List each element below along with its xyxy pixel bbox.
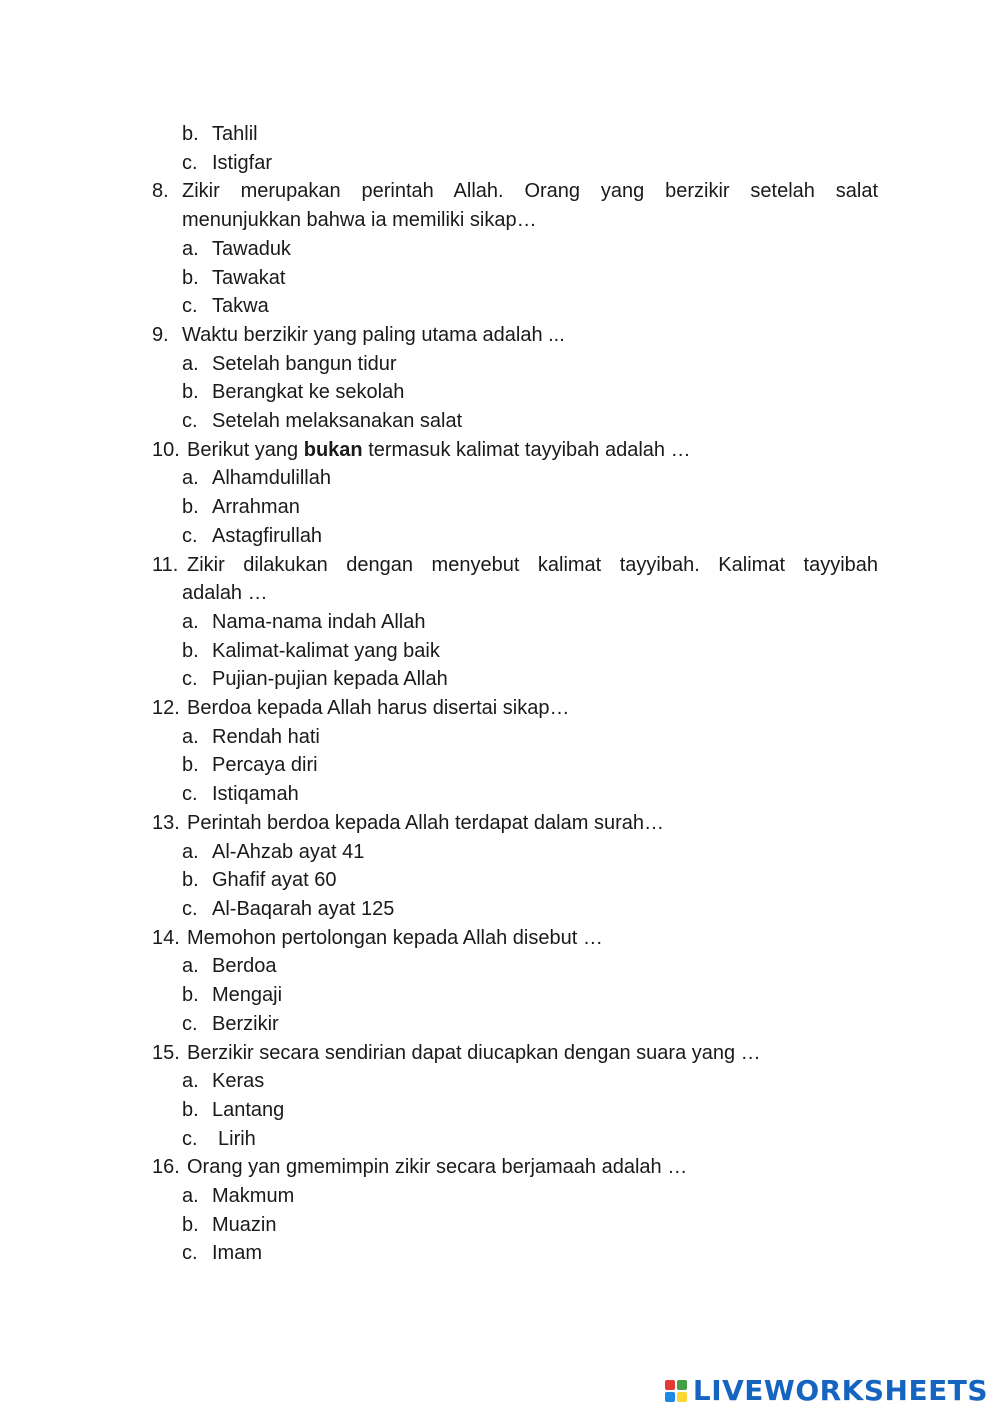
option-letter: c. <box>182 524 198 547</box>
option-letter: b. <box>182 754 199 777</box>
question-number: 16. <box>152 1156 180 1179</box>
option-letter: b. <box>182 266 199 289</box>
option-letter: b. <box>182 639 199 662</box>
question-text: Perintah berdoa kepada Allah terdapat dalam surah… <box>187 811 664 834</box>
option-text: Setelah bangun tidur <box>212 352 397 375</box>
option-text: Astagfirullah <box>212 524 323 547</box>
question-text: Zikir merupakan perintah Allah. Orang yang berzikir setelah salat <box>182 180 878 203</box>
question-13 <box>152 809 878 838</box>
question-text-after: termasuk kalimat tayyibah adalah … <box>362 438 691 461</box>
option-9a[interactable] <box>152 350 878 379</box>
option-letter: a. <box>182 352 199 375</box>
logo-square-green <box>677 1380 687 1390</box>
option-text: Arrahman <box>212 496 300 519</box>
option-text: Al-Baqarah ayat 125 <box>212 897 395 920</box>
option-text: Tawakat <box>212 266 286 289</box>
option-8c[interactable] <box>152 292 878 321</box>
question-text: Orang yan gmemimpin zikir secara berjamaah adalah … <box>187 1156 688 1179</box>
option-text: Lantang <box>212 1098 285 1121</box>
option-letter: b. <box>182 123 199 145</box>
option-text: Mengaji <box>212 984 283 1007</box>
liveworksheets-logo <box>665 1374 988 1407</box>
option-10c[interactable] <box>152 522 878 551</box>
question-text-before: Berikut yang <box>187 438 304 461</box>
worksheet-page <box>152 120 878 1268</box>
question-text: Memohon pertolongan kepada Allah disebut … <box>187 926 603 949</box>
question-number: 12. <box>152 697 180 720</box>
option-letter: c. <box>182 295 198 318</box>
option-text: Nama-nama indah Allah <box>212 610 426 633</box>
option-14b[interactable] <box>152 981 878 1010</box>
question-text: Berzikir secara sendirian dapat diucapkan dengan suara yang … <box>187 1041 761 1064</box>
option-text: Istiqamah <box>212 783 299 806</box>
question-number: 14. <box>152 926 180 949</box>
option-9b[interactable] <box>152 378 878 407</box>
option-letter: c. <box>182 1242 198 1265</box>
option-16c[interactable] <box>152 1239 878 1268</box>
option-text: Kalimat-kalimat yang baik <box>212 639 440 662</box>
option-text: Tawaduk <box>212 237 291 260</box>
logo-square-blue <box>665 1392 675 1402</box>
question-number: 8. <box>152 180 169 203</box>
question-text <box>187 436 878 465</box>
question-11 <box>152 551 878 580</box>
option-7b[interactable] <box>152 120 878 149</box>
question-8 <box>152 177 878 206</box>
option-10b[interactable] <box>152 493 878 522</box>
option-text: Berangkat ke sekolah <box>212 381 405 404</box>
option-letter: b. <box>182 496 199 519</box>
option-text: Alhamdulillah <box>212 467 331 490</box>
option-letter: a. <box>182 467 199 490</box>
option-text: Berzikir <box>212 1012 279 1035</box>
question-16 <box>152 1153 878 1182</box>
option-text: Muazin <box>212 1213 277 1236</box>
option-text: Istigfar <box>212 151 273 174</box>
option-letter: b. <box>182 1098 199 1121</box>
option-14a[interactable] <box>152 952 878 981</box>
logo-square-yellow <box>677 1392 687 1402</box>
option-15c[interactable] <box>152 1125 878 1154</box>
option-8b[interactable] <box>152 264 878 293</box>
option-letter: a. <box>182 725 199 748</box>
option-text: Rendah hati <box>212 725 320 748</box>
option-text: Ghafif ayat 60 <box>212 869 337 892</box>
option-16b[interactable] <box>152 1211 878 1240</box>
question-text: Zikir dilakukan dengan menyebut kalimat tayyibah. Kalimat tayyibah <box>187 553 878 576</box>
question-10 <box>152 436 878 465</box>
option-12c[interactable] <box>152 780 878 809</box>
question-11-continuation: adalah … <box>182 582 268 605</box>
option-11b[interactable] <box>152 637 878 666</box>
option-text: Al-Ahzab ayat 41 <box>212 840 365 863</box>
option-letter: b. <box>182 984 199 1007</box>
question-15 <box>152 1039 878 1068</box>
question-8-continuation: menunjukkan bahwa ia memiliki sikap… <box>182 209 537 232</box>
option-letter: a. <box>182 610 199 633</box>
option-text: Keras <box>212 1070 265 1093</box>
logo-square-red <box>665 1380 675 1390</box>
option-text: Pujian-pujian kepada Allah <box>212 668 448 691</box>
question-14 <box>152 924 878 953</box>
option-letter: c. <box>182 783 198 806</box>
question-number: 10. <box>152 438 180 461</box>
option-9c[interactable] <box>152 407 878 436</box>
question-text-bold: bukan <box>303 438 363 461</box>
option-text: Setelah melaksanakan salat <box>212 410 463 433</box>
option-letter: a. <box>182 1185 199 1208</box>
option-text: Berdoa <box>212 955 277 978</box>
option-letter: c. <box>182 1127 198 1150</box>
question-number: 11. <box>152 553 179 576</box>
option-letter: c. <box>182 1012 198 1035</box>
option-12a[interactable] <box>152 723 878 752</box>
question-text: Waktu berzikir yang paling utama adalah ... <box>182 323 565 346</box>
option-letter: c. <box>182 151 198 174</box>
option-11a[interactable] <box>152 608 878 637</box>
question-9 <box>152 321 878 350</box>
question-12 <box>152 694 878 723</box>
option-text: Takwa <box>212 295 269 318</box>
option-13c[interactable] <box>152 895 878 924</box>
option-8a[interactable] <box>152 235 878 264</box>
option-letter: a. <box>182 840 199 863</box>
option-10a[interactable] <box>152 464 878 493</box>
option-letter: a. <box>182 955 199 978</box>
option-7c[interactable] <box>152 149 878 178</box>
option-text: Percaya diri <box>212 754 318 777</box>
option-letter: b. <box>182 381 199 404</box>
question-number: 9. <box>152 323 169 346</box>
logo-text: LIVEWORKSHEETS <box>692 1374 988 1407</box>
option-letter: b. <box>182 869 199 892</box>
option-letter: a. <box>182 1070 199 1093</box>
option-text: Imam <box>212 1242 262 1265</box>
option-15b[interactable] <box>152 1096 878 1125</box>
option-letter: b. <box>182 1213 199 1236</box>
option-letter: a. <box>182 237 199 260</box>
question-number: 13. <box>152 811 180 834</box>
option-letter: c. <box>182 897 198 920</box>
option-text: Makmum <box>212 1185 295 1208</box>
option-14c[interactable] <box>152 1010 878 1039</box>
option-16a[interactable] <box>152 1182 878 1211</box>
question-number: 15. <box>152 1041 180 1064</box>
option-13b[interactable] <box>152 866 878 895</box>
option-letter: c. <box>182 410 198 433</box>
logo-mark-icon <box>665 1380 687 1402</box>
option-15a[interactable] <box>152 1067 878 1096</box>
option-text: Lirih <box>218 1127 256 1150</box>
option-12b[interactable] <box>152 751 878 780</box>
option-11c[interactable] <box>152 665 878 694</box>
option-letter: c. <box>182 668 198 691</box>
option-13a[interactable] <box>152 838 878 867</box>
option-text: Tahlil <box>212 123 258 145</box>
question-text: Berdoa kepada Allah harus disertai sikap… <box>187 697 570 720</box>
